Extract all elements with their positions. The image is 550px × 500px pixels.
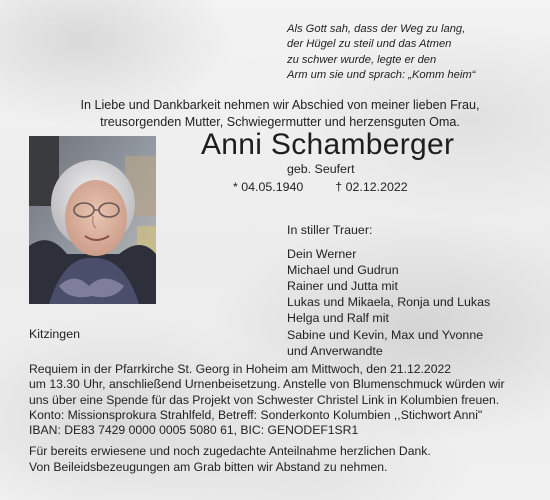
birth-date: * 04.05.1940 — [233, 180, 304, 194]
mourner-entry: Michael und Gudrun — [287, 263, 399, 278]
mourners-list — [287, 222, 490, 359]
deceased-name: Anni Schamberger — [201, 128, 455, 161]
intro-line: treusorgenden Mutter, Schwiegermutter und herzensguten Oma. — [100, 115, 460, 129]
service-line: um 13.30 Uhr, anschließend Urnenbeisetzung. Anstelle von Blumenschmuck würden wir — [29, 377, 505, 392]
service-line: Konto: Missionsprokura Strahlfeld, Betreff: Sonderkonto Kolumbien ,,Stichwort Anni" — [29, 407, 483, 422]
mourners-heading: In stiller Trauer: — [287, 223, 373, 237]
life-dates — [233, 180, 408, 194]
closing-line: Von Beileidsbezeugungen am Grab bitten wir Abstand zu nehmen. — [29, 459, 388, 474]
poem-line: der Hügel zu steil und das Atmen — [287, 38, 452, 51]
intro-line: In Liebe und Dankbarkeit nehmen wir Abschied von meiner lieben Frau, — [80, 98, 480, 112]
mourner-entry: Sabine und Kevin, Max und Yvonne — [287, 327, 484, 342]
poem-line: Arm um sie und sprach: „Komm heim“ — [287, 69, 476, 82]
place-name: Kitzingen — [29, 327, 80, 341]
death-date: † 02.12.2022 — [335, 180, 408, 194]
portrait-photo — [29, 136, 156, 304]
service-line: IBAN: DE83 7429 0000 0005 5080 61, BIC: GENODEF1SR1 — [29, 423, 359, 438]
service-information — [29, 362, 534, 475]
service-line: uns über eine Spende für das Projekt von Schwester Christel Link in Kolumbien freuen. — [29, 392, 500, 407]
poem-quote — [287, 22, 537, 84]
poem-line: zu schwer wurde, legte er den — [287, 53, 437, 66]
farewell-intro — [60, 97, 500, 131]
mourner-entry: und Anverwandte — [287, 343, 383, 358]
poem-line: Als Gott sah, dass der Weg zu lang, — [287, 23, 466, 35]
mourner-entry: Lukas und Mikaela, Ronja und Lukas — [287, 295, 491, 310]
closing-line: Für bereits erwiesene und noch zugedachte Anteilnahme herzlichen Dank. — [29, 444, 431, 459]
birth-name: geb. Seufert — [287, 162, 355, 176]
mourner-entry: Rainer und Jutta mit — [287, 279, 398, 294]
service-line: Requiem in der Pfarrkirche St. Georg in Hoheim am Mittwoch, den 21.12.2022 — [29, 362, 452, 376]
mourner-entry: Dein Werner — [287, 247, 357, 262]
mourner-entry: Helga und Ralf mit — [287, 311, 389, 326]
